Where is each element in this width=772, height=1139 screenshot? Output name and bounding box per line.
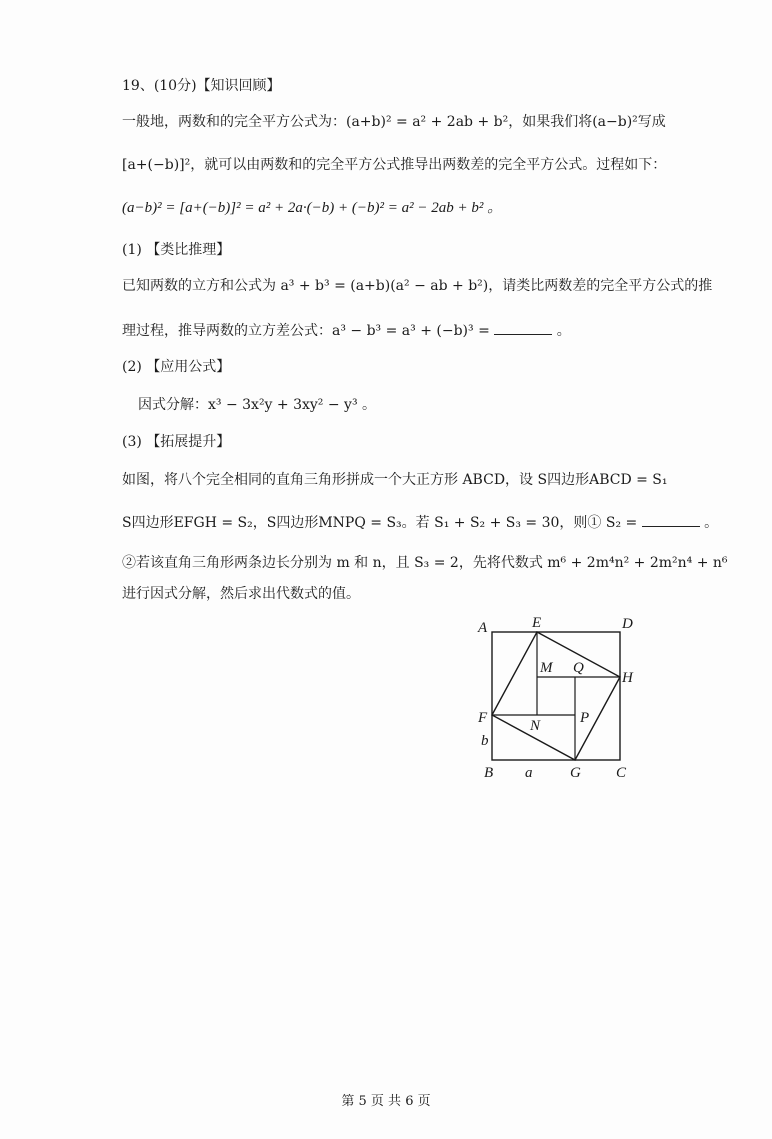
label-Q: Q <box>573 660 584 676</box>
part3-text-2-suffix: 。 <box>704 515 719 531</box>
question-header: 19、(10分)【知识回顾】 <box>122 78 281 94</box>
label-a: a <box>525 765 533 781</box>
square-efgh <box>492 632 620 760</box>
part3-text-3: ②若该直角三角形两条边长分别为 m 和 n，且 S₃ = 2，先将代数式 m⁶ + 2m⁴n² + 2m²n⁴ + n⁶ <box>122 555 728 571</box>
part1-text-2-prefix: 理过程，推导两数的立方差公式：a³ − b³ = a³ + (−b)³ = <box>122 323 490 339</box>
part3-text-4: 进行因式分解，然后求出代数式的值。 <box>122 586 360 602</box>
label-b: b <box>481 733 489 749</box>
part1-text-2 <box>122 320 571 341</box>
part2-title: (2) 【应用公式】 <box>122 359 231 375</box>
label-P: P <box>580 710 590 726</box>
part2-text: 因式分解：x³ − 3x²y + 3xy² − y³ 。 <box>138 397 377 413</box>
label-G: G <box>570 765 581 781</box>
intro-line-2: [a+(−b)]²，就可以由两数和的完全平方公式推导出两数差的完全平方公式。过程如下： <box>122 157 667 173</box>
label-C: C <box>616 765 627 781</box>
answer-blank-1[interactable] <box>494 320 552 335</box>
part3-title: (3) 【拓展提升】 <box>122 434 231 450</box>
page-footer: 第 5 页 共 6 页 <box>341 1094 431 1109</box>
square-abcd <box>492 632 620 760</box>
label-E: E <box>532 615 542 631</box>
part3-text-2-prefix: S四边形EFGH = S₂，S四边形MNPQ = S₃。若 S₁ + S₂ + S₃ = 30，则① S₂ = <box>122 515 638 531</box>
label-D: D <box>622 616 633 632</box>
part3-text-1: 如图，将八个完全相同的直角三角形拼成一个大正方形 ABCD，设 S四边形ABCD = S₁ <box>122 472 668 488</box>
intro-line-1: 一般地，两数和的完全平方公式为：(a+b)² = a² + 2ab + b²，如果我们将(a−b)²写成 <box>122 114 666 130</box>
label-H: H <box>622 670 633 686</box>
part1-text-2-suffix: 。 <box>556 323 571 339</box>
label-B: B <box>484 765 494 781</box>
label-A: A <box>478 620 488 636</box>
derivation-formula: (a−b)² = [a+(−b)]² = a² + 2a·(−b) + (−b)² = a² − 2ab + b² 。 <box>122 200 503 216</box>
geometry-figure <box>470 610 650 785</box>
label-F: F <box>478 710 488 726</box>
label-M: M <box>540 660 553 676</box>
part3-text-2 <box>122 512 718 533</box>
part1-title: (1) 【类比推理】 <box>122 242 231 258</box>
answer-blank-2[interactable] <box>642 512 700 527</box>
part1-text-1: 已知两数的立方和公式为 a³ + b³ = (a+b)(a² − ab + b²)，请类比两数差的完全平方公式的推 <box>122 278 713 294</box>
label-N: N <box>530 718 541 734</box>
